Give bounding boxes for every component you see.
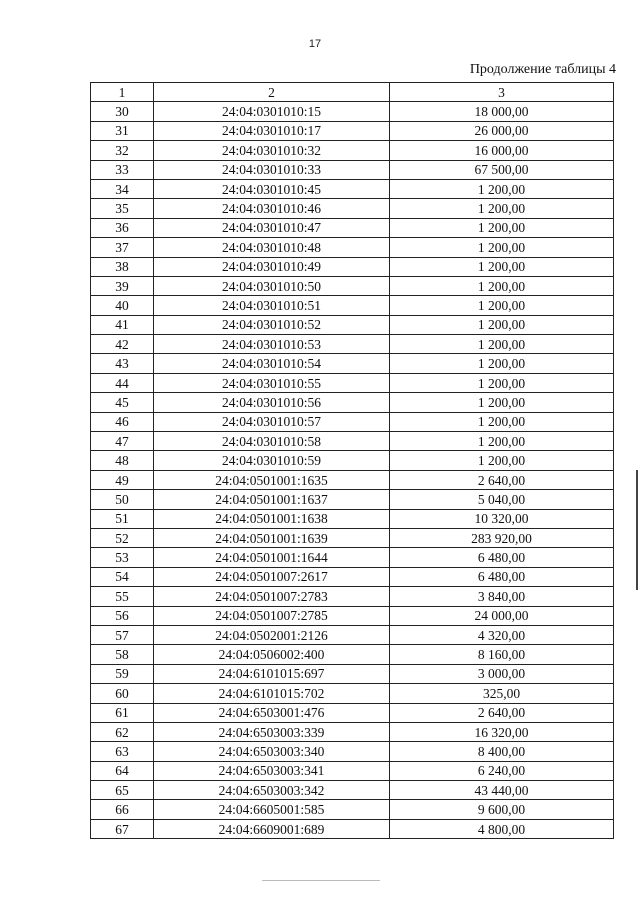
row-number-cell: 46 <box>91 412 154 431</box>
table-row <box>91 742 614 761</box>
table-row <box>91 296 614 315</box>
row-number-cell: 38 <box>91 257 154 276</box>
amount-cell: 1 200,00 <box>390 393 614 412</box>
row-number-cell: 49 <box>91 470 154 489</box>
table-row <box>91 800 614 819</box>
row-number-cell: 67 <box>91 819 154 838</box>
table-row <box>91 354 614 373</box>
row-number-cell: 42 <box>91 335 154 354</box>
cadastral-number-cell: 24:04:6503001:476 <box>154 703 390 722</box>
cadastral-number-cell: 24:04:0501007:2783 <box>154 587 390 606</box>
amount-cell: 1 200,00 <box>390 199 614 218</box>
row-number-cell: 54 <box>91 567 154 586</box>
row-number-cell: 30 <box>91 102 154 121</box>
amount-cell: 18 000,00 <box>390 102 614 121</box>
table-row <box>91 684 614 703</box>
table-row <box>91 335 614 354</box>
table-row <box>91 490 614 509</box>
amount-cell: 1 200,00 <box>390 335 614 354</box>
amount-cell: 3 000,00 <box>390 664 614 683</box>
table-row <box>91 412 614 431</box>
table-row <box>91 451 614 470</box>
row-number-cell: 52 <box>91 528 154 547</box>
cadastral-number-cell: 24:04:0301010:15 <box>154 102 390 121</box>
cadastral-number-cell: 24:04:0301010:58 <box>154 432 390 451</box>
table-row <box>91 587 614 606</box>
cadastral-number-cell: 24:04:6101015:697 <box>154 664 390 683</box>
amount-cell: 1 200,00 <box>390 238 614 257</box>
cadastral-number-cell: 24:04:6503003:341 <box>154 761 390 780</box>
table-row <box>91 664 614 683</box>
cadastral-number-cell: 24:04:0501007:2617 <box>154 567 390 586</box>
table-row <box>91 761 614 780</box>
cadastral-number-cell: 24:04:0501001:1638 <box>154 509 390 528</box>
table-row <box>91 722 614 741</box>
amount-cell: 1 200,00 <box>390 179 614 198</box>
cadastral-number-cell: 24:04:0301010:52 <box>154 315 390 334</box>
row-number-cell: 37 <box>91 238 154 257</box>
cadastral-number-cell: 24:04:0501001:1644 <box>154 548 390 567</box>
row-number-cell: 43 <box>91 354 154 373</box>
table-row <box>91 470 614 489</box>
amount-cell: 24 000,00 <box>390 606 614 625</box>
amount-cell: 4 800,00 <box>390 819 614 838</box>
table-row <box>91 199 614 218</box>
amount-cell: 9 600,00 <box>390 800 614 819</box>
amount-cell: 16 320,00 <box>390 722 614 741</box>
cadastral-number-cell: 24:04:0301010:57 <box>154 412 390 431</box>
table-row <box>91 238 614 257</box>
amount-cell: 1 200,00 <box>390 354 614 373</box>
row-number-cell: 60 <box>91 684 154 703</box>
row-number-cell: 50 <box>91 490 154 509</box>
table-body <box>91 102 614 839</box>
cadastral-number-cell: 24:04:6503003:340 <box>154 742 390 761</box>
amount-cell: 1 200,00 <box>390 412 614 431</box>
cadastral-number-cell: 24:04:0301010:32 <box>154 141 390 160</box>
amount-cell: 1 200,00 <box>390 432 614 451</box>
amount-cell: 6 480,00 <box>390 567 614 586</box>
cadastral-number-cell: 24:04:0501001:1637 <box>154 490 390 509</box>
amount-cell: 67 500,00 <box>390 160 614 179</box>
table-row <box>91 606 614 625</box>
table-row <box>91 121 614 140</box>
amount-cell: 2 640,00 <box>390 470 614 489</box>
table-row <box>91 179 614 198</box>
amount-cell: 6 240,00 <box>390 761 614 780</box>
row-number-cell: 48 <box>91 451 154 470</box>
table-header-row <box>91 83 614 102</box>
cadastral-number-cell: 24:04:0501001:1635 <box>154 470 390 489</box>
amount-cell: 8 400,00 <box>390 742 614 761</box>
row-number-cell: 56 <box>91 606 154 625</box>
amount-cell: 16 000,00 <box>390 141 614 160</box>
amount-cell: 1 200,00 <box>390 451 614 470</box>
cadastral-number-cell: 24:04:0301010:54 <box>154 354 390 373</box>
cadastral-number-cell: 24:04:0301010:48 <box>154 238 390 257</box>
row-number-cell: 66 <box>91 800 154 819</box>
table-continuation-label: Продолжение таблицы 4 <box>469 62 616 77</box>
amount-cell: 283 920,00 <box>390 528 614 547</box>
amount-cell: 4 320,00 <box>390 625 614 644</box>
row-number-cell: 55 <box>91 587 154 606</box>
row-number-cell: 64 <box>91 761 154 780</box>
amount-cell: 43 440,00 <box>390 781 614 800</box>
row-number-cell: 53 <box>91 548 154 567</box>
table-row <box>91 703 614 722</box>
cadastral-number-cell: 24:04:6609001:689 <box>154 819 390 838</box>
row-number-cell: 61 <box>91 703 154 722</box>
cadastral-number-cell: 24:04:0301010:56 <box>154 393 390 412</box>
table-row <box>91 432 614 451</box>
page-number: 17 <box>308 38 322 50</box>
scan-bottom-mark <box>262 880 380 881</box>
table-row <box>91 218 614 237</box>
row-number-cell: 36 <box>91 218 154 237</box>
amount-cell: 3 840,00 <box>390 587 614 606</box>
table-row <box>91 315 614 334</box>
row-number-cell: 33 <box>91 160 154 179</box>
cadastral-number-cell: 24:04:0506002:400 <box>154 645 390 664</box>
cadastral-number-cell: 24:04:0501001:1639 <box>154 528 390 547</box>
column-header-3: 3 <box>390 83 614 102</box>
amount-cell: 1 200,00 <box>390 296 614 315</box>
cadastral-number-cell: 24:04:6503003:339 <box>154 722 390 741</box>
row-number-cell: 57 <box>91 625 154 644</box>
row-number-cell: 51 <box>91 509 154 528</box>
cadastral-number-cell: 24:04:6101015:702 <box>154 684 390 703</box>
row-number-cell: 32 <box>91 141 154 160</box>
row-number-cell: 59 <box>91 664 154 683</box>
row-number-cell: 44 <box>91 373 154 392</box>
amount-cell: 1 200,00 <box>390 276 614 295</box>
cadastral-number-cell: 24:04:0301010:59 <box>154 451 390 470</box>
table-row <box>91 257 614 276</box>
cadastral-number-cell: 24:04:6605001:585 <box>154 800 390 819</box>
cadastral-number-cell: 24:04:0301010:33 <box>154 160 390 179</box>
table-row <box>91 393 614 412</box>
cadastral-number-cell: 24:04:0301010:47 <box>154 218 390 237</box>
row-number-cell: 40 <box>91 296 154 315</box>
cadastral-number-cell: 24:04:0301010:53 <box>154 335 390 354</box>
amount-cell: 325,00 <box>390 684 614 703</box>
cadastral-number-cell: 24:04:0502001:2126 <box>154 625 390 644</box>
amount-cell: 5 040,00 <box>390 490 614 509</box>
table-row <box>91 276 614 295</box>
table-row <box>91 567 614 586</box>
amount-cell: 1 200,00 <box>390 257 614 276</box>
amount-cell: 1 200,00 <box>390 218 614 237</box>
table-row <box>91 781 614 800</box>
row-number-cell: 62 <box>91 722 154 741</box>
row-number-cell: 58 <box>91 645 154 664</box>
cadastral-number-cell: 24:04:0301010:45 <box>154 179 390 198</box>
cadastral-number-cell: 24:04:0301010:50 <box>154 276 390 295</box>
table-row <box>91 548 614 567</box>
table-row <box>91 373 614 392</box>
amount-cell: 10 320,00 <box>390 509 614 528</box>
row-number-cell: 34 <box>91 179 154 198</box>
land-plots-table <box>90 82 614 839</box>
amount-cell: 8 160,00 <box>390 645 614 664</box>
cadastral-number-cell: 24:04:0501007:2785 <box>154 606 390 625</box>
table-row <box>91 625 614 644</box>
table-row <box>91 141 614 160</box>
row-number-cell: 35 <box>91 199 154 218</box>
cadastral-number-cell: 24:04:0301010:55 <box>154 373 390 392</box>
cadastral-number-cell: 24:04:6503003:342 <box>154 781 390 800</box>
cadastral-number-cell: 24:04:0301010:17 <box>154 121 390 140</box>
row-number-cell: 65 <box>91 781 154 800</box>
amount-cell: 26 000,00 <box>390 121 614 140</box>
cadastral-number-cell: 24:04:0301010:49 <box>154 257 390 276</box>
amount-cell: 6 480,00 <box>390 548 614 567</box>
row-number-cell: 39 <box>91 276 154 295</box>
table-row <box>91 528 614 547</box>
column-header-1: 1 <box>91 83 154 102</box>
table-row <box>91 160 614 179</box>
row-number-cell: 41 <box>91 315 154 334</box>
amount-cell: 1 200,00 <box>390 315 614 334</box>
table-row <box>91 819 614 838</box>
row-number-cell: 47 <box>91 432 154 451</box>
table-row <box>91 509 614 528</box>
table-row <box>91 102 614 121</box>
row-number-cell: 45 <box>91 393 154 412</box>
cadastral-number-cell: 24:04:0301010:51 <box>154 296 390 315</box>
row-number-cell: 31 <box>91 121 154 140</box>
scan-edge-mark <box>636 470 638 590</box>
table-row <box>91 645 614 664</box>
amount-cell: 2 640,00 <box>390 703 614 722</box>
amount-cell: 1 200,00 <box>390 373 614 392</box>
column-header-2: 2 <box>154 83 390 102</box>
cadastral-number-cell: 24:04:0301010:46 <box>154 199 390 218</box>
row-number-cell: 63 <box>91 742 154 761</box>
